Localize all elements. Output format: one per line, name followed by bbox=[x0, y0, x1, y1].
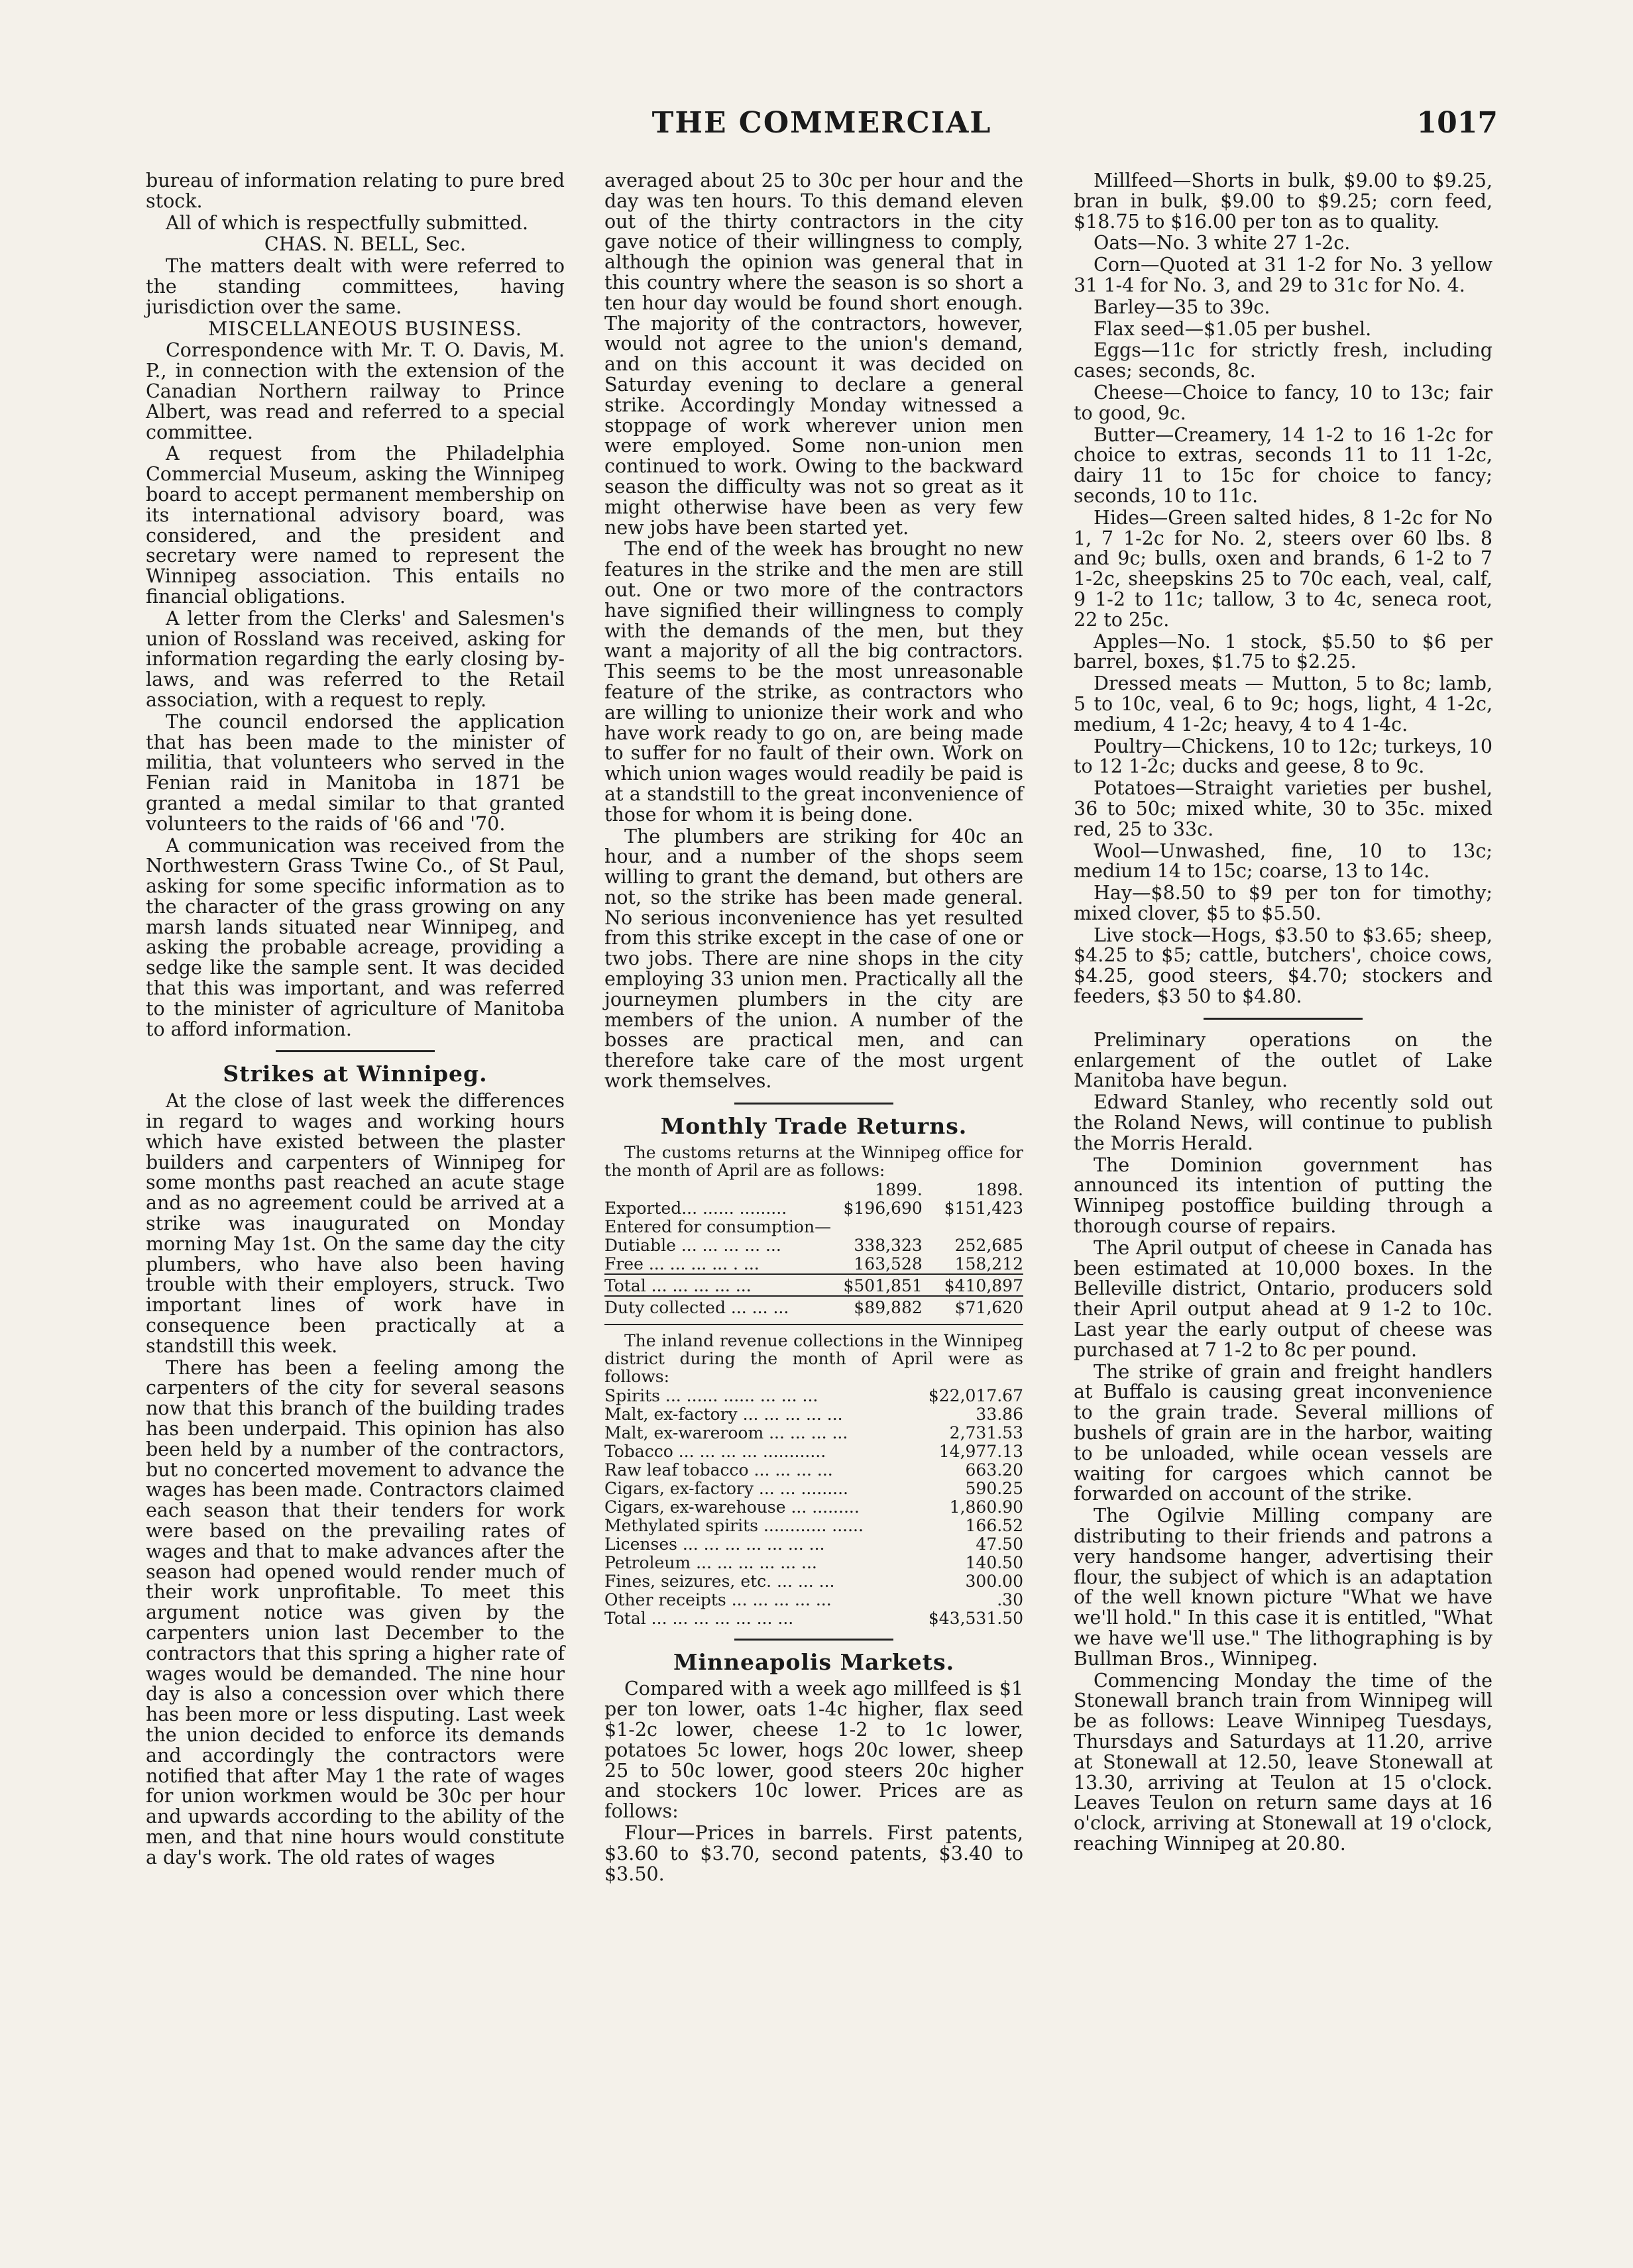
table-row: Exported... ...... ......... $196,690 $151,423 bbox=[604, 1198, 1023, 1218]
table-row: Entered for consumption— bbox=[604, 1216, 832, 1236]
paragraph: Correspondence with Mr. T. O. Davis, M. P., in connection with the extension of the Canadian Northern railway to Prince Albert, was read and referred to a special committee. bbox=[146, 339, 565, 443]
paragraph: There has been a feeling among the carpenters of the city for several seasons now that this branch of the building trades has been underpaid. This opinion has also been held by a number of the contractors, but no concerted movement to advance the wages has been made. Contractors claimed each season that their tenders for work were based on the prevailing rates of wages and that to make advances after the season had opened would render much of their work unprofitable. To meet this argument notice was given by the carpenters union last December to the contractors that this spring a higher rate of wages would be demanded. The nine hour day is also a concession over which there has been more or less disputing. Last week the union decided to enforce its demands and accordingly the contractors were notified that after May 1 the rate of wages for union workmen would be 30c per hour and upwards according to the ability of the men, and that nine hours would constitute a day's work. The old rates of wages bbox=[146, 1356, 565, 1868]
paragraph: The plumbers are striking for 40c an hour, and a number of the shops seem willing to grant the demand, but others are not, so the strike has been made general. No serious inconvenience has yet resulted from this strike except in the case of one or two jobs. There are nine shops in the city employing 33 union men. Practically all the journeymen plumbers in the city are members of the union. A number of the bosses are practical men, and can therefore take care of the most urgent work themselves. bbox=[604, 825, 1023, 1093]
table-row-duty: Duty collected ... ... ... $89,882 $71,620 bbox=[604, 1296, 1023, 1317]
section-subheading: MISCELLANEOUS BUSINESS. bbox=[208, 317, 522, 340]
page-header bbox=[146, 106, 1498, 152]
paragraph: The customs returns at the Winnipeg office for the month of April are as follows: bbox=[604, 1142, 1023, 1180]
paragraph: averaged about 25 to 30c per hour and the day was ten hours. To this demand eleven out of the thirty contractors in the city gave notice of their willingness to comply, although the opinion was general that in this country where the season is so short a ten hour day would be found short enough. The majority of the contractors, however, would not agree to the union's demand, and on this account it was decided on Saturday evening to declare a general strike. Accordingly Monday witnessed a stoppage of work wherever union men were employed. Some non-union men continued to work. Owing to the backward season the difficulty was not so great as it might otherwise have been as very few new jobs have been started yet. bbox=[604, 170, 1023, 539]
table-row: Petroleum ... ... ... ... ... ... 140.50 bbox=[604, 1552, 1023, 1572]
paragraph: All of which is respectfully submitted. bbox=[166, 211, 529, 234]
paragraph: Poultry—Chickens, 10 to 12c; turkeys, 10 to 12 1-2c; ducks and geese, 8 to 9c. bbox=[1074, 735, 1492, 778]
divider bbox=[276, 1050, 435, 1052]
year-header: 1899. bbox=[875, 1179, 923, 1199]
paragraph: Cheese—Choice to fancy, 10 to 13c; fair to good, 9c. bbox=[1074, 381, 1492, 424]
divider bbox=[1204, 1018, 1363, 1020]
news-item: Preliminary operations on the enlargement of the outlet of Lake Manitoba have begun. bbox=[1074, 1028, 1492, 1092]
paragraph: Compared with a week ago millfeed is $1 per ton lower, oats 1-4c higher, flax seed $1-2c lower, cheese 1-2 to 1c lower, potatoes 5c lower, hogs 20c lower, sheep 25 to 50c lower, good steers 20c higher and stockers 10c lower. Prices are as follows: bbox=[604, 1678, 1023, 1823]
running-title: THE COMMERCIAL bbox=[651, 106, 992, 140]
news-item: Edward Stanley, who recently sold out the Roland News, will continue to publish the Morris Herald. bbox=[1074, 1091, 1492, 1154]
paragraph: Flour—Prices in barrels. First patents, $3.60 to $3.70, second patents, $3.40 to $3.50. bbox=[604, 1822, 1023, 1885]
table-row: Licenses ... ... ... ... ... ... ... 47.50 bbox=[604, 1534, 1023, 1554]
signature: CHAS. N. BELL, Sec. bbox=[264, 233, 467, 256]
paragraph: The inland revenue collections in the Winnipeg district during the month of April were as follows: bbox=[604, 1330, 1023, 1386]
column-2 bbox=[604, 171, 1023, 1886]
table-row: Spirits ... ...... ...... ... ... ... $22,017.67 bbox=[604, 1385, 1023, 1405]
inland-revenue-table bbox=[604, 1387, 1023, 1628]
paragraph: A letter from the Clerks' and Salesmen's union of Rossland was received, asking for information regarding the early closing by-laws, and was referred to the Retail association, with a request to reply. bbox=[146, 607, 565, 711]
paragraph: The council endorsed the application that has been made to the minister of militia, that volunteers who served in the Fenian raid in Manitoba in 1871 be granted a medal similar to that granted volunteers to the raids of '66 and '70. bbox=[146, 710, 565, 835]
paragraph: A request from the Philadelphia Commercial Museum, asking the Winnipeg board to accept permanent membership on its international advisory board, was considered, and the president and secretary were named to represent the Winnipeg association. This entails no financial obligations. bbox=[146, 443, 565, 608]
paragraph: Potatoes—Straight varieties per bushel, 36 to 50c; mixed white, 30 to 35c. mixed red, 25 to 33c. bbox=[1074, 777, 1492, 840]
paragraph: Corn—Quoted at 31 1-2 for No. 3 yellow 31 1-4 for No. 3, and 29 to 31c for No. 4. bbox=[1074, 254, 1492, 296]
table-row: Tobacco ... ... ... ... ............ 14,977.13 bbox=[604, 1441, 1023, 1461]
table-row: Malt, ex-factory ... ... ... ... ... 33.86 bbox=[604, 1404, 1023, 1424]
paragraph: Apples—No. 1 stock, $5.50 to $6 per barrel, boxes, $1.75 to $2.25. bbox=[1074, 630, 1492, 673]
paragraph: The end of the week has brought no new features in the strike and the men are still out. One or two more of the contractors have signified their willingness to comply with the demands of the men, but they want a majority of all the big contractors. This seems to be the most unreasonable feature of the strike, as contractors who are willing to unionize their work and who have work ready to go on, are being made to suffer for no fault of their own. Work on which union wages would readily be paid is at a standstill to the great inconvenience of those for whom it is being done. bbox=[604, 538, 1023, 826]
divider bbox=[734, 1639, 893, 1641]
paragraph: bureau of information relating to pure bred stock. bbox=[146, 170, 565, 212]
table-row-total: Total ... ... ... ... ... $501,851 $410,897 bbox=[604, 1274, 1023, 1296]
table-row-total: Total ... ... ... ... ... ... ... $43,531.50 bbox=[604, 1608, 1023, 1628]
table-row: Other receipts ... ... ... ... ... .30 bbox=[604, 1590, 1023, 1609]
article-heading: Strikes at Winnipeg. bbox=[223, 1061, 488, 1087]
paragraph: Wool—Unwashed, fine, 10 to 13c; medium 14 to 15c; coarse, 13 to 14c. bbox=[1074, 839, 1492, 883]
paragraph: Oats—No. 3 white 27 1-2c. bbox=[1094, 232, 1351, 254]
table-row: Raw leaf tobacco ... ... ... ... 663.20 bbox=[604, 1460, 1023, 1480]
table-row: Methylated spirits ............ ...... 166.52 bbox=[604, 1515, 1023, 1535]
table-row: Dutiable ... ... ... ... ... 338,323 252,685 bbox=[604, 1235, 1023, 1255]
table-row: Cigars, ex-factory ... ... ......... 590.25 bbox=[604, 1478, 1023, 1498]
news-item: The April output of cheese in Canada has been estimated at 10,000 boxes. In the Belleville district, Ontario, producers sold their April output ahead at 9 1-2 to 10c. Last year the early output of cheese was purchased at 7 1-2 to 8c per pound. bbox=[1074, 1236, 1492, 1361]
column-3 bbox=[1074, 171, 1492, 1856]
paragraph: At the close of last week the differences in regard to wages and working hours which have existed between the plaster builders and carpenters of Winnipeg for some months past reached an acute stage and as no agreement could be arrived at a strike was inaugurated on Monday morning May 1st. On the same day the city plumbers, who have also been having trouble with their employers, struck. Two important lines of work have in consequence been practically at a standstill this week. bbox=[146, 1090, 565, 1357]
page-number: 1017 bbox=[1416, 106, 1498, 140]
paragraph: Live stock—Hogs, $3.50 to $3.65; sheep, $4.25 to $5; cattle, butchers', choice cows, $4.25, good steers, $4.70; stockers and feeders, $3 50 to $4.80. bbox=[1074, 924, 1492, 1008]
divider bbox=[734, 1103, 893, 1105]
paragraph: Butter—Creamery, 14 1-2 to 16 1-2c for choice to extras, seconds 11 to 11 1-2c, dairy 11 to 15c for choice to fancy; seconds, 10 to 11c. bbox=[1074, 423, 1492, 507]
divider bbox=[604, 1324, 1023, 1325]
paragraph: Hides—Green salted hides, 8 1-2c for No 1, 7 1-2c for No. 2, steers over 60 lbs. 8 and 9c; bulls, oxen and brands, 6 1-2 to 7 1-2c, sheepskins 25 to 70c each, veal, calf, 9 1-2 to 11c; tallow, 3 to 4c, seneca root, 22 to 25c. bbox=[1074, 506, 1492, 631]
news-item: The Ogilvie Milling company are distributing to their friends and patrons a very handsome hanger, advertising their flour, the subject of which is an adaptation of the well known picture "What we have we'll hold." In this case it is entitled, "What we have we'll use." The lithographing is by Bullman Bros., Winnipeg. bbox=[1074, 1505, 1492, 1670]
news-item: Commencing Monday the time of the Stonewall branch train from Winnipeg will be as follows: Leave Winnipeg Tuesdays, Thursdays and Saturdays at 11.20, arrive at Stonewall at 12.50, leave Stonewall at 13.30, arriving at Teulon at 15 o'clock. Leaves Teulon on return same days at 16 o'clock, arriving at Stonewall at 19 o'clock, reaching Winnipeg at 20.80. bbox=[1074, 1669, 1492, 1855]
year-header: 1898. bbox=[976, 1179, 1023, 1199]
paragraph: A communication was received from the Northwestern Grass Twine Co., of St Paul, asking for some specific information as to the character of the grass growing on any marsh lands situated near Winnipeg, and asking the probable acreage, providing a sedge like the sample sent. It was decided that this was important, and was referred to the minister of agriculture of Manitoba to afford information. bbox=[146, 834, 565, 1040]
article-heading: Minneapolis Markets. bbox=[673, 1648, 955, 1675]
paragraph: Dressed meats — Mutton, 5 to 8c; lamb, 5 to 10c, veal, 6 to 9c; hogs, light, 4 1-2c, medium, 4 1-2c; heavy, 4 to 4 1-4c. bbox=[1074, 673, 1492, 735]
paragraph: Hay—$8.50 to $9 per ton for timothy; mixed clover, $5 to $5.50. bbox=[1074, 882, 1492, 924]
news-item: The Dominion government has announced its intention of putting the Winnipeg postoffice building through a thorough course of repairs. bbox=[1074, 1154, 1492, 1238]
paragraph: The matters dealt with were referred to the standing committees, having jurisdiction over the same. bbox=[146, 255, 565, 318]
column-1 bbox=[146, 171, 565, 1870]
table-row: Fines, seizures, etc. ... ... ... 300.00 bbox=[604, 1571, 1023, 1591]
table-row: Malt, ex-wareroom ... ... ... ... 2,731.53 bbox=[604, 1423, 1023, 1442]
table-row: Free ... ... ... ... . ... 163,528 158,212 bbox=[604, 1254, 1023, 1273]
article-heading: Monthly Trade Returns. bbox=[660, 1112, 968, 1139]
customs-table bbox=[604, 1181, 1023, 1317]
paragraph: Millfeed—Shorts in bulk, $9.00 to $9.25, bran in bulk, $9.00 to $9.25; corn feed, $18.75 to $16.00 per ton as to quality. bbox=[1074, 170, 1492, 233]
paragraph: Eggs—11c for strictly fresh, including cases; seconds, 8c. bbox=[1074, 339, 1492, 382]
paragraph: Barley—35 to 39c. bbox=[1094, 296, 1270, 318]
news-item: The strike of grain and freight handlers at Buffalo is causing great inconvenience to the grain trade. Several millions of bushels of grain are in the harbor, waiting to be unloaded, while ocean vessels are waiting for cargoes which cannot be forwarded on account of the strike. bbox=[1074, 1360, 1492, 1505]
table-row: Cigars, ex-warehouse ... ......... 1,860.90 bbox=[604, 1497, 1023, 1517]
paragraph: Flax seed—$1.05 per bushel. bbox=[1094, 317, 1372, 340]
